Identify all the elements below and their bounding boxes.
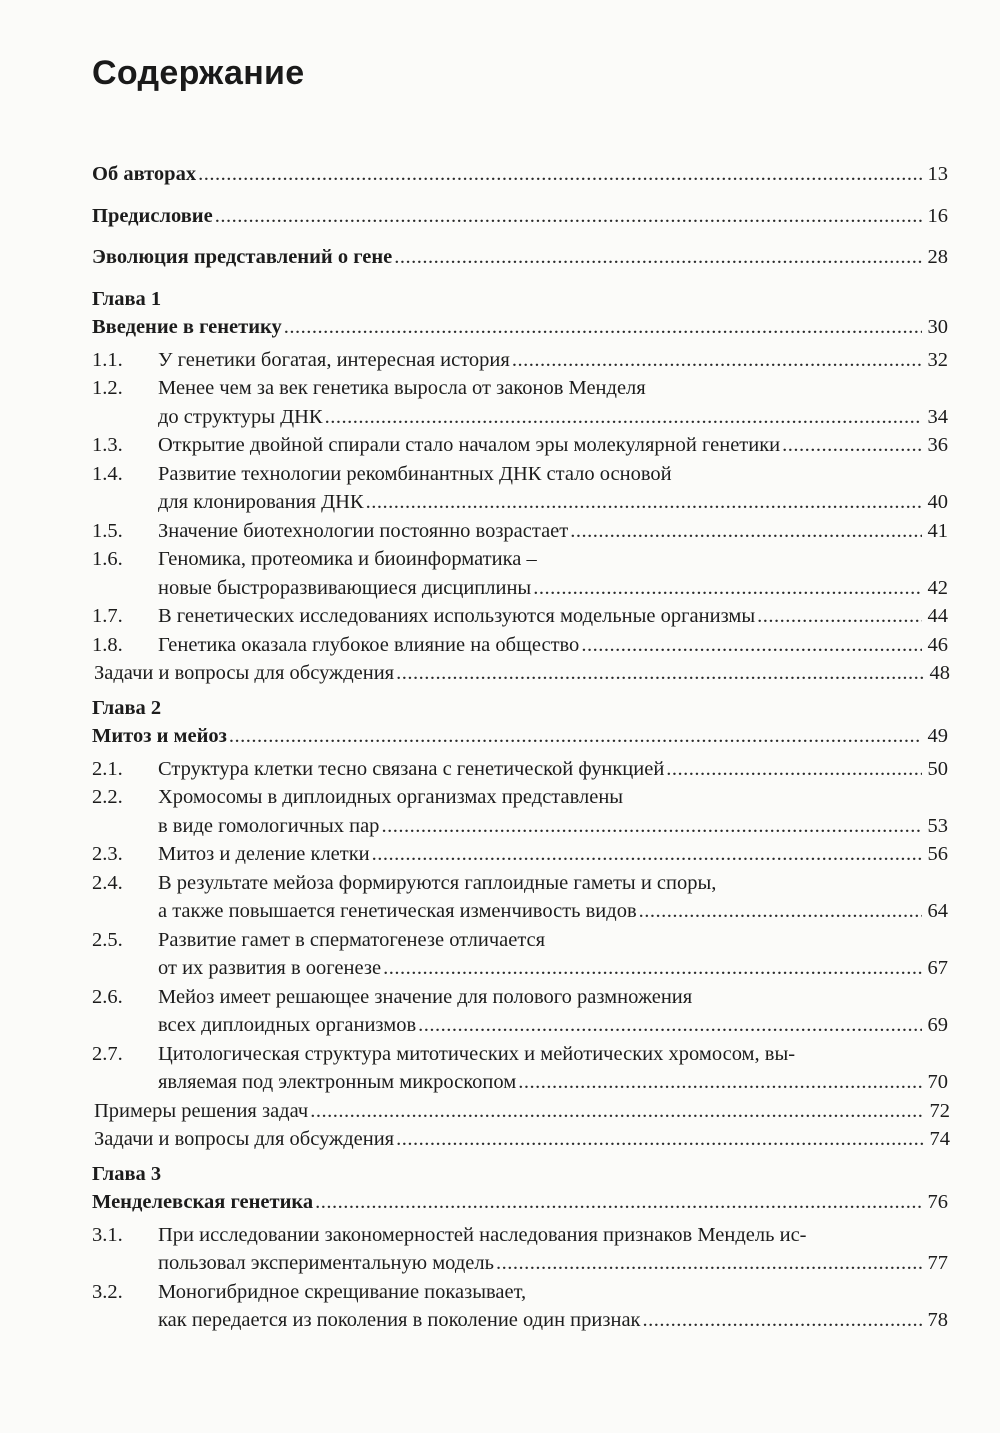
page-number: 36 [927,434,948,456]
entry-label: в виде гомологичных пар [158,814,380,837]
chapter-number: Глава 1 [92,287,162,310]
section-number: 1.4. [92,462,123,485]
entry-label: Введение в генетику [92,316,282,338]
section-entry [92,983,948,1040]
dot-leader [518,1068,922,1097]
entry-label: Генетика оказала глубокое влияние на общество [158,633,580,656]
section-title-row [158,812,948,841]
section-title-row [158,897,948,926]
chapter-block [92,1160,948,1335]
page-number: 32 [927,348,948,371]
section-entry [92,545,948,602]
page-number: 74 [929,1128,950,1150]
dot-leader [496,1249,922,1278]
entry-label: Значение биотехнологии постоянно возрастает [158,519,569,542]
section-entry [92,1221,948,1278]
entry-label: Примеры решения задач [94,1099,309,1122]
chapter-block [92,694,948,1154]
dot-leader [533,574,922,603]
section-title-line: При исследовании закономерностей наследования признаков Мендель ис- [158,1223,807,1246]
section-title-line: Моногибридное скрещивание показывает, [158,1280,527,1303]
toc-extra-entry [92,1097,950,1126]
entry-label: Митоз и мейоз [92,725,227,747]
section-entry [92,631,948,660]
toc-entry [92,243,948,272]
section-body [158,460,948,517]
section-entry [92,1040,948,1097]
dot-leader [372,840,922,869]
section-entry [92,869,948,926]
section-title-row [158,631,948,660]
section-entry [92,517,948,546]
section-number: 1.5. [92,519,123,542]
section-number: 2.7. [92,1042,123,1065]
dot-leader [310,1097,924,1126]
chapter-number: Глава 3 [92,1162,162,1185]
section-entry [92,755,948,784]
section-title-row [158,403,948,432]
section-number: 3.1. [92,1223,123,1246]
chapter-title-row [92,1188,948,1217]
page-number: 72 [929,1099,950,1122]
section-title-line: Менее чем за век генетика выросла от законов Менделя [158,377,646,399]
dot-leader [757,602,922,631]
page-number: 56 [927,843,948,865]
section-number: 2.5. [92,928,123,951]
dot-leader [782,431,922,460]
section-number: 3.2. [92,1280,123,1303]
section-title-row [158,1011,948,1040]
page-number: 49 [927,725,948,747]
section-entry [92,840,948,869]
page-number: 28 [927,246,948,268]
section-number: 1.3. [92,434,123,456]
section-title-line: Мейоз имеет решающее значение для полового размножения [158,985,693,1008]
dot-leader [229,722,922,751]
page-number: 53 [927,814,948,837]
section-entry [92,602,948,631]
entry-label: Митоз и деление клетки [158,843,370,865]
section-title-row [158,1249,948,1278]
dot-leader [366,488,922,517]
page-number: 40 [927,491,948,513]
entry-label: от их развития в оогенезе [158,957,382,979]
toc-entry [92,160,948,189]
entry-label: являемая под электронным микроскопом [158,1071,517,1093]
section-body [158,545,948,602]
chapter-title-row [92,722,948,751]
section-number: 2.1. [92,757,123,780]
section-title-line: Цитологическая структура митотических и мейотических хромосом, вы- [158,1042,796,1065]
section-number: 1.1. [92,348,123,371]
section-title-row [158,346,948,375]
section-entry [92,783,948,840]
section-body [158,602,948,631]
dot-leader [381,812,922,841]
dot-leader [570,517,922,546]
chapter-title-row [92,313,948,342]
section-title-row [158,431,948,460]
toc-entry [92,202,948,231]
dot-leader [394,243,922,272]
entry-label: как передается из поколения в поколение один признак [158,1309,641,1331]
section-number: 2.2. [92,786,123,808]
entry-label: Менделевская генетика [92,1191,314,1213]
page-number: 41 [927,519,948,542]
section-body [158,346,948,375]
section-body [158,840,948,869]
section-number: 1.8. [92,633,123,656]
dot-leader [215,202,922,231]
entry-label: В генетических исследованиях используются модельные организмы [158,605,756,627]
section-entry [92,431,948,460]
entry-label: Открытие двойной спирали стало началом эры молекулярной генетики [158,434,781,456]
dot-leader [315,1188,922,1217]
dot-leader [325,403,922,432]
page-number: 69 [927,1014,948,1036]
section-body [158,755,948,784]
section-body [158,926,948,983]
section-title-row [158,954,948,983]
page-number: 34 [927,405,948,428]
entry-label: Об авторах [92,163,197,185]
toc-extra-entry [92,659,950,688]
section-number: 2.3. [92,843,123,865]
section-body [158,783,948,840]
section-body [158,517,948,546]
section-title-row [158,574,948,603]
section-number: 1.2. [92,377,123,399]
section-body [158,983,948,1040]
page-number: 46 [927,633,948,656]
entry-label: новые быстроразвивающиеся дисциплины [158,576,532,599]
dot-leader [284,313,922,342]
dot-leader [643,1306,922,1335]
dot-leader [383,954,922,983]
toc-extra-entry [92,1125,950,1154]
section-body [158,869,948,926]
entry-label: У генетики богатая, интересная история [158,348,510,371]
section-title-line: Хромосомы в диплоидных организмах представлены [158,786,624,808]
chapter-number: Глава 2 [92,696,162,719]
section-title-row [158,1068,948,1097]
section-body [158,374,948,431]
section-entry [92,374,948,431]
section-title-row [158,488,948,517]
section-entry [92,926,948,983]
section-body [158,631,948,660]
page-number: 13 [927,163,948,185]
section-number: 1.6. [92,548,123,570]
section-title-row [158,517,948,546]
page-number: 42 [927,576,948,599]
section-body [158,1221,948,1278]
entry-label: Задачи и вопросы для обсуждения [94,662,395,684]
section-entry [92,1278,948,1335]
entry-label: Задачи и вопросы для обсуждения [94,1128,395,1150]
section-title-line: Развитие гамет в сперматогенезе отличается [158,928,546,951]
dot-leader [396,659,924,688]
page-number: 78 [927,1309,948,1331]
section-body [158,1278,948,1335]
dot-leader [198,160,922,189]
page-number: 30 [927,316,948,338]
page-number: 44 [927,605,948,627]
page-title: Содержание [92,54,305,92]
section-body [158,1040,948,1097]
page-number: 76 [927,1191,948,1213]
page-number: 48 [929,662,950,684]
entry-label: Предисловие [92,204,213,227]
dot-leader [666,755,922,784]
entry-label: Эволюция представлений о гене [92,246,393,268]
entry-label: а также повышается генетическая изменчивость видов [158,900,637,922]
section-title-row [158,1306,948,1335]
section-title-line: Геномика, протеомика и биоинформатика – [158,548,537,570]
dot-leader [418,1011,922,1040]
section-entry [92,346,948,375]
page-number: 67 [927,957,948,979]
entry-label: пользовал экспериментальную модель [158,1252,494,1274]
dot-leader [396,1125,924,1154]
section-title-row [158,840,948,869]
entry-label: всех диплоидных организмов [158,1014,417,1036]
page-number: 16 [927,204,948,227]
dot-leader [581,631,922,660]
page-number: 77 [927,1252,948,1274]
table-of-contents [92,160,948,1335]
page-number: 70 [927,1071,948,1093]
section-number: 2.4. [92,871,123,894]
dot-leader [512,346,922,375]
section-body [158,431,948,460]
chapter-block [92,285,948,688]
entry-label: для клонирования ДНК [158,491,364,513]
section-title-row [158,755,948,784]
section-title-row [158,602,948,631]
section-entry [92,460,948,517]
dot-leader [639,897,922,926]
section-title-line: Развитие технологии рекомбинантных ДНК стало основой [158,462,672,485]
page-number: 64 [927,900,948,922]
section-number: 2.6. [92,985,123,1008]
entry-label: Структура клетки тесно связана с генетической функцией [158,757,665,780]
page-number: 50 [927,757,948,780]
section-title-line: В результате мейоза формируются гаплоидные гаметы и споры, [158,871,717,894]
section-number: 1.7. [92,605,123,627]
entry-label: до структуры ДНК [158,405,323,428]
